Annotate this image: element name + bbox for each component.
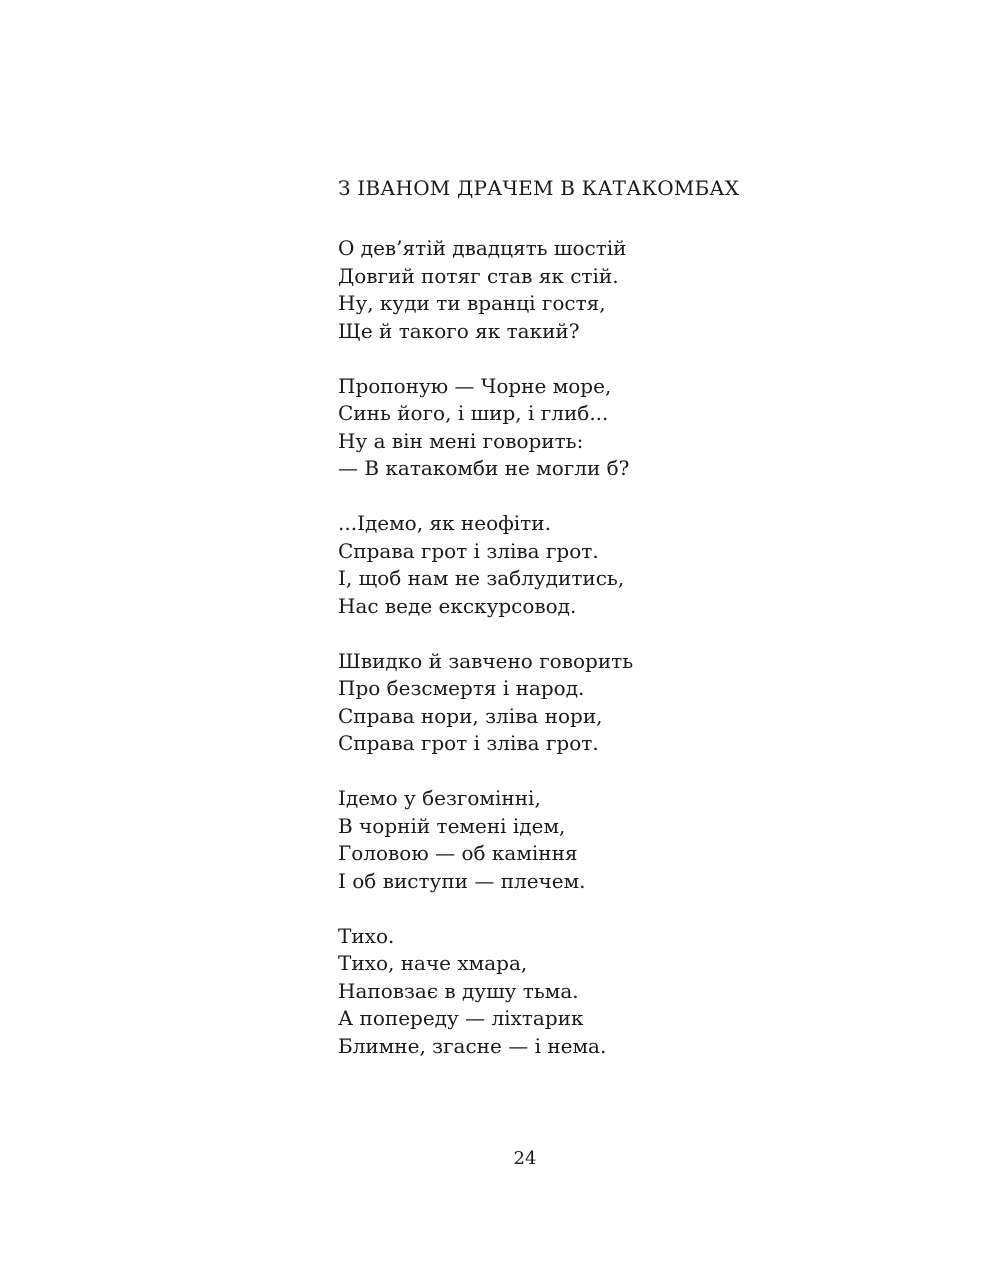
- poem: [338, 172, 938, 1060]
- poem-line: Ідемо у безгомінні,: [338, 786, 541, 810]
- poem-line: Про безсмертя і народ.: [338, 676, 585, 700]
- poem-title: З ІВАНОМ ДРАЧЕМ В КАТАКОМБАХ: [338, 176, 740, 200]
- poem-line: А попереду — ліхтарик: [338, 1006, 584, 1030]
- poem-line: Тихо.: [338, 923, 395, 948]
- stanza-3: [338, 510, 938, 620]
- poem-line: Швидко й завчено говорить: [338, 648, 634, 673]
- poem-line: — В катакомби не могли б?: [338, 456, 630, 480]
- stanza-1: [338, 235, 938, 345]
- poem-line: Нас веде екскурсовод.: [338, 593, 577, 618]
- poem-line: Пропоную — Чорне море,: [338, 373, 612, 398]
- poem-line: ...Ідемо, як неофіти.: [338, 511, 551, 535]
- stanza-4: [338, 648, 938, 758]
- page-number: 24: [513, 1148, 537, 1169]
- poem-line: В чорній темені ідем,: [338, 813, 566, 838]
- poem-line: І об виступи — плечем.: [338, 868, 586, 893]
- poem-line: Блимне, згасне — і нема.: [338, 1033, 607, 1058]
- poem-line: Довгий потяг став як стій.: [338, 263, 619, 288]
- stanza-2: [338, 373, 938, 483]
- stanza-6: [338, 923, 938, 1061]
- poem-line: Синь його, і шир, і глиб...: [338, 401, 609, 425]
- poem-line: І, щоб нам не заблудитись,: [338, 566, 625, 590]
- poem-line: Справа нори, зліва нори,: [338, 703, 603, 728]
- stanza-5: [338, 785, 938, 895]
- poem-line: Наповзає в душу тьма.: [338, 978, 579, 1003]
- poem-line: Тихо, наче хмара,: [338, 951, 528, 975]
- poem-line: Ну, куди ти вранці гостя,: [338, 291, 606, 315]
- poem-line: О дев’ятій двадцять шостій: [338, 236, 627, 260]
- poem-line: Справа грот і зліва грот.: [338, 731, 599, 755]
- poem-line: Ще й такого як такий?: [338, 318, 580, 343]
- poem-line: Справа грот і зліва грот.: [338, 538, 599, 563]
- poem-line: Ну а він мені говорить:: [338, 428, 584, 453]
- poem-line: Головою — об каміння: [338, 841, 578, 865]
